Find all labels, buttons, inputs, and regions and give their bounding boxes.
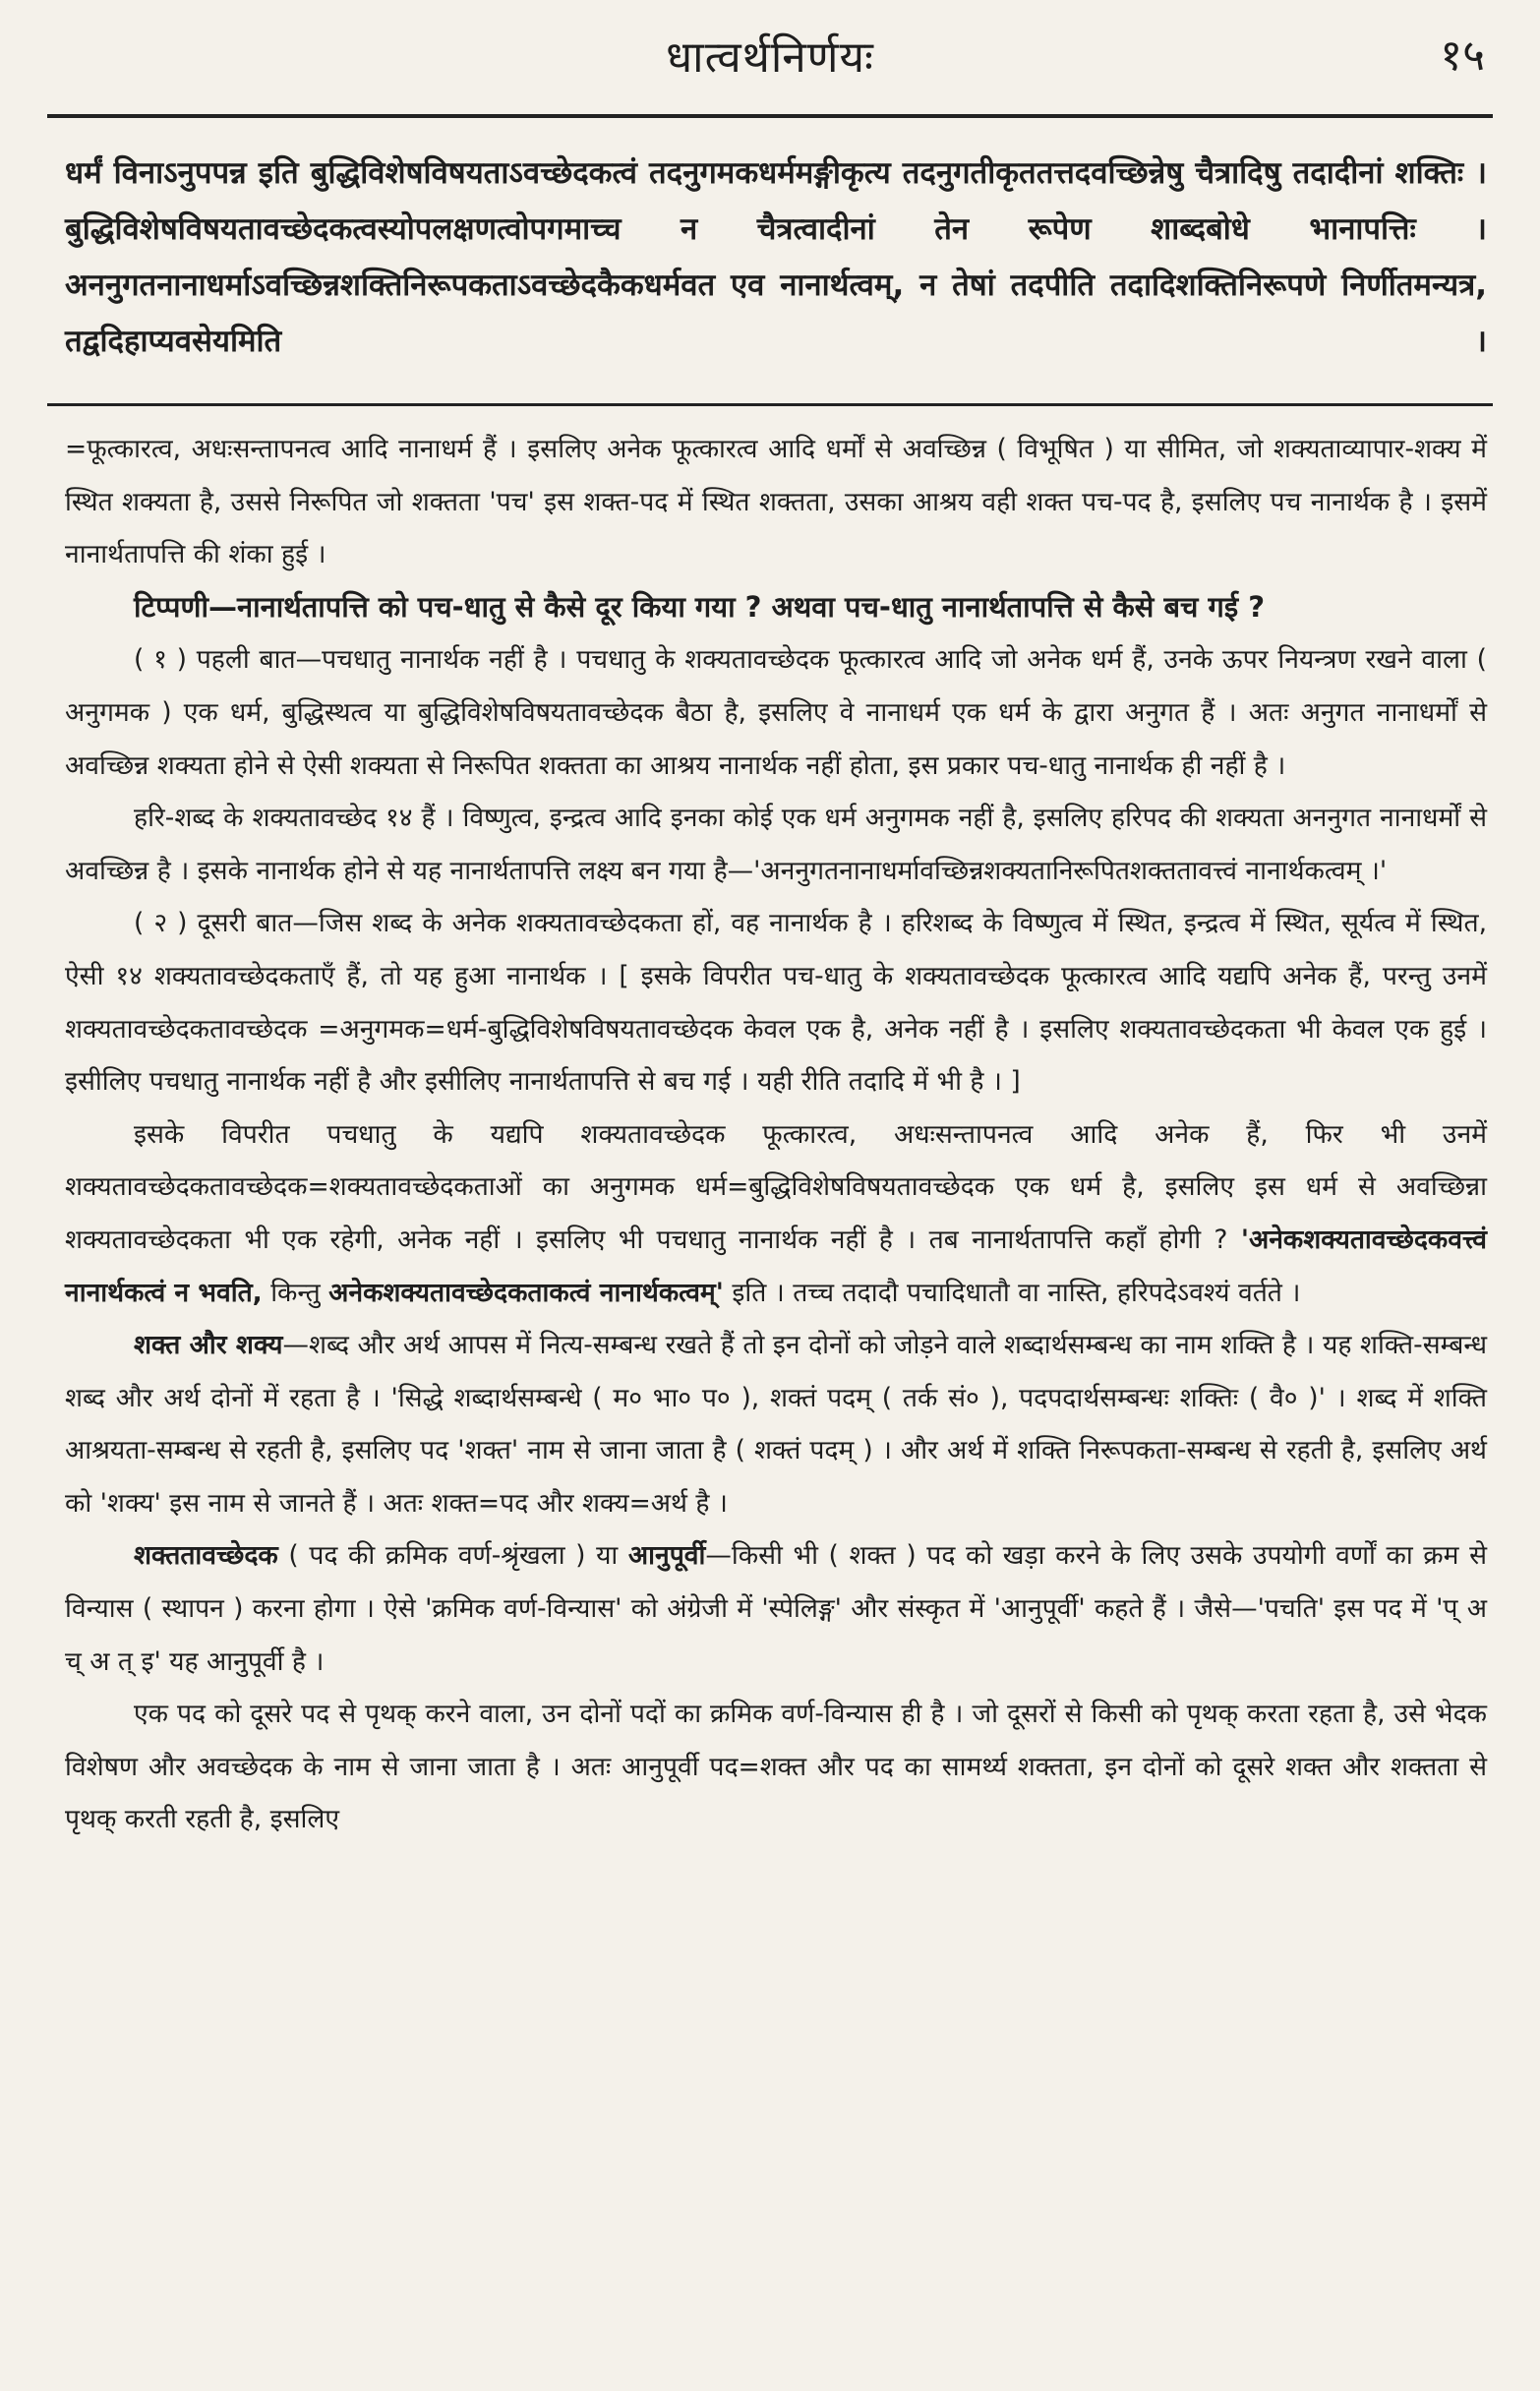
paragraph-5-text-e: इति । तच्च तदादौ पचादिधातौ वा नास्ति, हरिपदेऽवश्यं वर्तते । [732, 1277, 1301, 1308]
paragraph-7 [65, 1529, 1487, 1688]
paragraph-7-text: —किसी भी ( शक्त ) पद को खड़ा करने के लिए उसके उपयोगी वर्णों का क्रम से विन्यास ( स्थापन ) करना होगा । ऐसे 'क्रमिक वर्ण-विन्यास' को अंग्रेजी में 'स्पेलिङ्ग' और संस्कृत में 'आनुपूर्वी' कहते हैं । जैसे—'पचति' इस पद में 'प् अ च् अ त् इ' यह आनुपूर्वी है । [65, 1540, 1487, 1677]
page-number: १५ [1440, 30, 1485, 81]
paragraph-7-heading-2: आनुपूर्वी [627, 1540, 706, 1572]
paragraph-1: =फूत्कारत्व, अधःसन्तापनत्व आदि नानाधर्म हैं । इसलिए अनेक फूत्कारत्व आदि धर्मों से अवच्छिन्न ( विभूषित ) या सीमित, जो शक्यताव्यापार-शक्य में स्थित शक्यता है, उससे निरूपित जो शक्तता 'पच' इस शक्त-पद में स्थित शक्तता, उसका आश्रय वही शक्त पच-पद है, इसलिए पच नानार्थक है । इसमें नानार्थतापत्ति की शंका हुई । [65, 434, 1487, 570]
commentary-body [65, 423, 1487, 1846]
note-heading: टिप्पणी—नानार्थतापत्ति को पच-धातु से कैसे दूर किया गया ? अथवा पच-धातु नानार्थतापत्ति से कैसे बच गई ? [134, 589, 1266, 624]
header-rule [47, 114, 1493, 118]
paragraph-5-bold-d: अनेकशक्यतावच्छेदकताकत्वं नानार्थकत्वम्' [328, 1277, 724, 1308]
paragraph-7-heading-1: शक्ततावच्छेदक [134, 1540, 278, 1572]
paragraph-5-text-a: इसके विपरीत पचधातु के यद्यपि शक्यतावच्छेदक फूत्कारत्व, अधःसन्तापनत्व आदि अनेक हैं, फिर भी उनमें शक्यतावच्छेदकतावच्छेदक=शक्यतावच्छेदकताओं का अनुगमक धर्म=बुद्धिविशेषविषयतावच्छेदक एक धर्म है, इसलिए इस धर्म से अवच्छिन्ना शक्यतावच्छेदकता भी एक रहेगी, अनेक नहीं । इसलिए भी पचधातु नानार्थक नहीं है । तब नानार्थतापत्ति कहाँ होगी ? [65, 1118, 1487, 1255]
paragraph-7-mid: ( पद की क्रमिक वर्ण-श्रृंखला ) या [288, 1540, 619, 1572]
sanskrit-passage [65, 146, 1487, 370]
paragraph-5-bold-a: 'अनेकशक्यतावच्छेदकवत्त्वं नानार्थकत्वं न भवति, [65, 1224, 1487, 1308]
paragraph-5-text-c: किन्तु [270, 1277, 321, 1308]
paragraph-6 [65, 1319, 1487, 1529]
paragraph-8: एक पद को दूसरे पद से पृथक् करने वाला, उन दोनों पदों का क्रमिक वर्ण-विन्यास ही है । जो दूसरों से किसी को पृथक् करता रहता है, उसे भेदक विशेषण और अवच्छेदक के नाम से जाना जाता है । अतः आनुपूर्वी पद=शक्त और पद का सामर्थ्य शक्तता, इन दोनों को दूसरे शक्त और शक्तता से पृथक् करती रहती है, इसलिए [65, 1699, 1487, 1835]
paragraph-5 [65, 1108, 1487, 1319]
running-title: धात्वर्थनिर्णयः [666, 32, 874, 83]
paragraph-6-text: —शब्द और अर्थ आपस में नित्य-सम्बन्ध रखते हैं तो इन दोनों को जोड़ने वाले शब्दार्थसम्बन्ध का नाम शक्ति है । यह शक्ति-सम्बन्ध शब्द और अर्थ दोनों में रहता है । 'सिद्धे शब्दार्थसम्बन्धे ( म० भा० प० ), शक्तं पदम् ( तर्क सं० ), पदपदार्थसम्बन्धः शक्तिः ( वै० )' । शब्द में शक्ति आश्रयता-सम्बन्ध से रहती है, इसलिए पद 'शक्त' नाम से जाना जाता है ( शक्तं पदम् ) । और अर्थ में शक्ति निरूपकता-सम्बन्ध से रहती है, इसलिए अर्थ को 'शक्य' इस नाम से जानते हैं । अतः शक्त=पद और शक्य=अर्थ है । [65, 1330, 1488, 1519]
sanskrit-text: धर्मं विनाऽनुपपन्न इति बुद्धिविशेषविषयताऽवच्छेदकत्वं तदनुगमकधर्ममङ्गीकृत्य तदनुगतीकृततत्तदवच्छिन्नेषु चैत्रादिषु तदादीनां शक्तिः । बुद्धिविशेषविषयतावच्छेदकत्वस्योपलक्षणत्वोपगमाच्च न चैत्रत्वादीनां तेन रूपेण शाब्दबोधे भानापत्तिः । अननुगतनानाधर्माऽवच्छिन्नशक्तिनिरूपकताऽवच्छेदकैकधर्मवत एव नानार्थत्वम्, न तेषां तदपीति तदादिशक्तिनिरूपणे निर्णीतमन्यत्र, तद्वदिहाप्यवसेयमिति । [65, 155, 1487, 359]
page-header [47, 18, 1493, 87]
section-divider [47, 403, 1493, 406]
paragraph-2: ( १ ) पहली बात—पचधातु नानार्थक नहीं है । पचधातु के शक्यतावच्छेदक फूत्कारत्व आदि जो अनेक धर्म हैं, उनके ऊपर नियन्त्रण रखने वाला ( अनुगमक ) एक धर्म, बुद्धिस्थत्व या बुद्धिविशेषविषयतावच्छेदक बैठा है, इसलिए वे नानाधर्म एक धर्म के द्वारा अनुगत हैं । अतः अनुगत नानाधर्मों से अवच्छिन्न शक्यता होने से ऐसी शक्यता से निरूपित शक्तता का आश्रय नानार्थक नहीं होता, इस प्रकार पच-धातु नानार्थक ही नहीं है । [65, 644, 1487, 781]
paragraph-3: हरि-शब्द के शक्यतावच्छेद १४ हैं । विष्णुत्व, इन्द्रत्व आदि इनका कोई एक धर्म अनुगमक नहीं है, इसलिए हरिपद की शक्यता अननुगत नानाधर्मों से अवच्छिन्न है । इसके नानार्थक होने से यह नानार्थतापत्ति लक्ष्य बन गया है—'अननुगतनानाधर्मावच्छिन्नशक्यतानिरूपितशक्ततावत्त्वं नानार्थकत्वम् ।' [65, 803, 1487, 886]
paragraph-4: ( २ ) दूसरी बात—जिस शब्द के अनेक शक्यतावच्छेदकता हों, वह नानार्थक है । हरिशब्द के विष्णुत्व में स्थित, इन्द्रत्व में स्थित, सूर्यत्व में स्थित, ऐसी १४ शक्यतावच्छेदकताएँ हैं, तो यह हुआ नानार्थक । [ इसके विपरीत पच-धातु के शक्यतावच्छेदक फूत्कारत्व आदि यद्यपि अनेक हैं, परन्तु उनमें शक्यतावच्छेदकतावच्छेदक =अनुगमक=धर्म-बुद्धिविशेषविषयतावच्छेदक केवल एक है, अनेक नहीं है । इसलिए शक्यतावच्छेदकता भी केवल एक हुई । इसीलिए पचधातु नानार्थक नहीं है और इसीलिए नानार्थतापत्ति से बच गई । यही रीति तदादि में भी है । ] [65, 908, 1487, 1098]
paragraph-6-heading: शक्त और शक्य [134, 1330, 283, 1361]
